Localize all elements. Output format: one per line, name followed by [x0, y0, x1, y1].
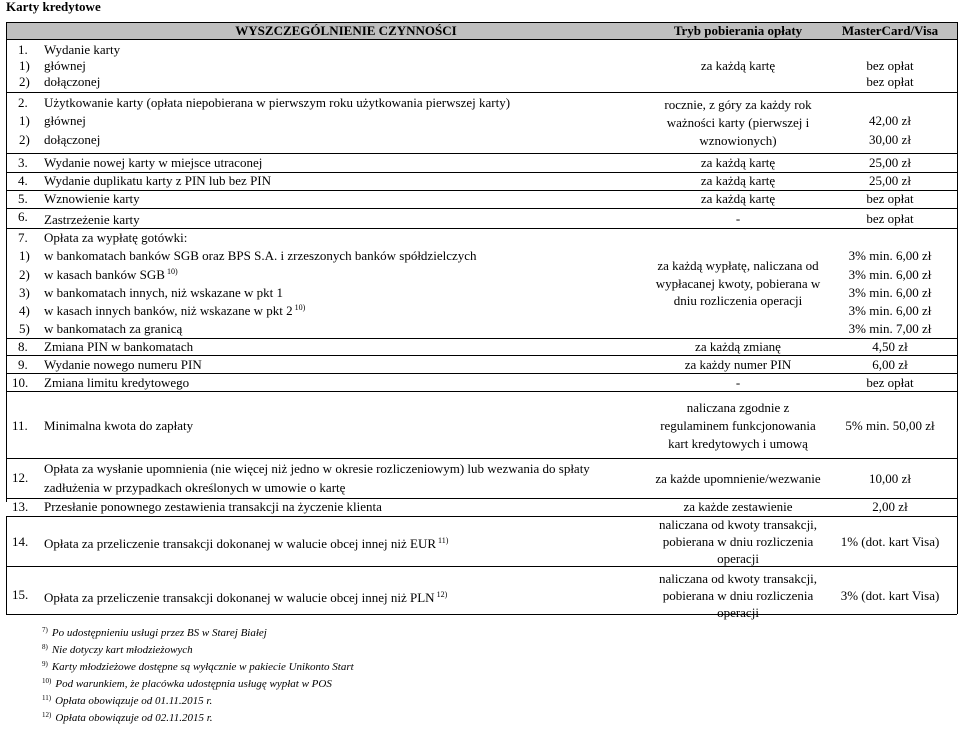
row-6-mode: - [735, 211, 741, 226]
row-1-value-additional: bez opłat [866, 74, 914, 89]
row-7-sub1-value: 3% min. 6,00 zł [848, 248, 932, 263]
row-11-number: 11. [12, 418, 28, 433]
row-15-mode-line2: pobierana w dniu rozliczenia [662, 588, 814, 603]
row-7-mode-line2: wypłacanej kwoty, pobierana w [655, 276, 821, 291]
row-2-mode-line3: wznowionych) [699, 133, 777, 148]
row-1-number: 1. [18, 42, 28, 57]
row-2-sub2-number: 2) [19, 132, 30, 147]
row-5-mode: za każdą kartę [700, 191, 776, 206]
row-7-sub1-label: w bankomatach banków SGB oraz BPS S.A. i zrzeszonych banków spółdzielczych [44, 248, 477, 263]
row-4-mode: za każdą kartę [700, 173, 776, 188]
header-description: WYSZCZEGÓLNIENIE CZYNNOŚCI [235, 23, 457, 38]
header-card-type: MasterCard/Visa [841, 23, 939, 38]
row-9-value: 6,00 zł [872, 357, 908, 372]
row-10-mode: - [735, 375, 741, 390]
row-5-label: Wznowienie karty [44, 191, 140, 206]
row-10-value: bez opłat [866, 375, 914, 390]
row-9-number: 9. [18, 357, 28, 372]
footnote-7: $^{7)}$ Po udostępnieniu usługi przez BS w Starej Białej [42, 626, 267, 639]
row-1-sub1-label: głównej [44, 58, 86, 73]
row-7-sub5-number: 5) [19, 321, 30, 336]
footnote-10: $^{10)}$ Pod warunkiem, że placówka udostępnia usługę wypłat w POS [42, 677, 332, 690]
row-14-number: 14. [12, 534, 29, 549]
row-8-value: 4,50 zł [872, 339, 908, 354]
row-8-number: 8. [18, 339, 28, 354]
row-13-label: Przesłanie ponownego zestawienia transakcji na życzenie klienta [44, 499, 382, 514]
row-4-label: Wydanie duplikatu karty z PIN lub bez PIN [44, 173, 272, 188]
page-title: Karty kredytowe [6, 0, 101, 14]
row-7-sub3-value: 3% min. 6,00 zł [848, 285, 932, 300]
footnote-8: $^{8)}$ Nie dotyczy kart młodzieżowych [42, 643, 193, 656]
row-7-sub4-value: 3% min. 6,00 zł [848, 303, 932, 318]
row-9-label: Wydanie nowego numeru PIN [44, 357, 202, 372]
row-6-number: 6. [18, 209, 28, 224]
row-15-number: 15. [12, 587, 29, 602]
row-11-mode-line3: kart kredytowych i umową [668, 436, 808, 451]
row-12-label-line2: zadłużenia w przypadkach określonych w umowie o kartę [44, 480, 346, 495]
row-12-value: 10,00 zł [869, 471, 911, 486]
row-3-label: Wydanie nowej karty w miejsce utraconej [44, 155, 263, 170]
row-1-sub2-label: dołączonej [44, 74, 101, 89]
row-2-mode-line2: ważności karty (pierwszej i [666, 115, 810, 130]
row-1-sub1-number: 1) [19, 58, 30, 73]
row-11-mode-line2: regulaminem funkcjonowania [660, 418, 816, 433]
row-2-sub2-label: dołączonej [44, 132, 101, 147]
row-1-label: Wydanie karty [44, 42, 121, 57]
row-12-label-line1: Opłata za wysłanie upomnienia (nie więcej niż jedno w okresie rozliczeniowym) lub wezwania do spłaty [44, 461, 590, 476]
row-2-mode-line1: rocznie, z góry za każdy rok [664, 97, 812, 112]
row-13-mode: za każde zestawienie [683, 499, 793, 514]
row-13-number: 13. [12, 499, 29, 514]
row-12-mode: za każde upomnienie/wezwanie [655, 471, 821, 486]
row-15-value: 3% (dot. kart Visa) [840, 588, 940, 603]
row-7-sub4-label: w kasach innych banków, niż wskazane w pkt 2 $^{10)}$ [44, 303, 306, 318]
row-14-value: 1% (dot. kart Visa) [840, 534, 940, 549]
row-10-number: 10. [12, 375, 29, 390]
row-2-number: 2. [18, 95, 28, 110]
row-3-mode: za każdą kartę [700, 155, 776, 170]
row-3-number: 3. [18, 155, 28, 170]
row-2-label: Użytkowanie karty (opłata niepobierana w pierwszym roku użytkowania pierwszej karty) [44, 95, 511, 110]
row-7-sub5-value: 3% min. 7,00 zł [848, 321, 932, 336]
row-7-sub2-label: w kasach banków SGB $^{10)}$ [44, 267, 178, 282]
row-7-mode-line1: za każdą wypłatę, naliczana od [657, 258, 819, 273]
row-7-sub1-number: 1) [19, 248, 30, 263]
row-14-mode-line2: pobierana w dniu rozliczenia [662, 534, 814, 549]
row-8-mode: za każdą zmianę [695, 339, 781, 354]
row-2-value-additional: 30,00 zł [869, 132, 911, 147]
row-2-value-main: 42,00 zł [869, 113, 911, 128]
row-14-mode-line1: naliczana od kwoty transakcji, [658, 517, 818, 532]
row-13-value: 2,00 zł [872, 499, 908, 514]
row-6-value: bez opłat [866, 211, 914, 226]
header-fee-mode: Tryb pobierania opłaty [673, 23, 803, 38]
row-11-mode-line1: naliczana zgodnie z [686, 400, 790, 415]
row-1-sub2-number: 2) [19, 74, 30, 89]
row-2-sub1-label: głównej [44, 113, 86, 128]
row-10-label: Zmiana limitu kredytowego [44, 375, 190, 390]
row-12-number: 12. [12, 470, 29, 485]
row-7-number: 7. [18, 230, 28, 245]
row-9-mode: za każdy numer PIN [684, 357, 792, 372]
row-7-sub3-number: 3) [19, 285, 30, 300]
row-7-sub2-value: 3% min. 6,00 zł [848, 267, 932, 282]
footnote-9: $^{9)}$ Karty młodzieżowe dostępne są wyłącznie w pakiecie Unikonto Start [42, 660, 354, 673]
row-4-number: 4. [18, 173, 28, 188]
row-7-sub3-label: w bankomatach innych, niż wskazane w pkt 1 [44, 285, 283, 300]
row-15-label: Opłata za przeliczenie transakcji dokonanej w walucie obcej innej niż PLN $^{12)}$ [44, 590, 448, 605]
row-7-mode-line3: dniu rozliczenia operacji [673, 293, 803, 308]
row-15-mode-line3: operacji [717, 605, 759, 620]
row-3-value: 25,00 zł [869, 155, 911, 170]
row-14-mode-line3: operacji [717, 551, 759, 566]
row-5-value: bez opłat [866, 191, 914, 206]
row-6-label: Zastrzeżenie karty [44, 212, 140, 227]
row-2-sub1-number: 1) [19, 113, 30, 128]
row-1-value-main: bez opłat [866, 58, 914, 73]
row-7-sub2-number: 2) [19, 267, 30, 282]
row-4-value: 25,00 zł [869, 173, 911, 188]
row-7-label: Opłata za wypłatę gotówki: [44, 230, 188, 245]
row-7-sub5-label: w bankomatach za granicą [44, 321, 183, 336]
row-5-number: 5. [18, 191, 28, 206]
row-15-mode-line1: naliczana od kwoty transakcji, [658, 571, 818, 586]
row-1-mode: za każdą kartę [700, 58, 776, 73]
footnote-12: $^{12)}$ Opłata obowiązuje od 02.11.2015 r. [42, 711, 213, 724]
footnote-11: $^{11)}$ Opłata obowiązuje od 01.11.2015 r. [42, 694, 213, 707]
row-8-label: Zmiana PIN w bankomatach [44, 339, 194, 354]
row-14-label: Opłata za przeliczenie transakcji dokonanej w walucie obcej innej niż EUR $^{11)}$ [44, 536, 449, 551]
row-11-value: 5% min. 50,00 zł [845, 418, 935, 433]
row-7-sub4-number: 4) [19, 303, 30, 318]
row-11-label: Minimalna kwota do zapłaty [44, 418, 194, 433]
